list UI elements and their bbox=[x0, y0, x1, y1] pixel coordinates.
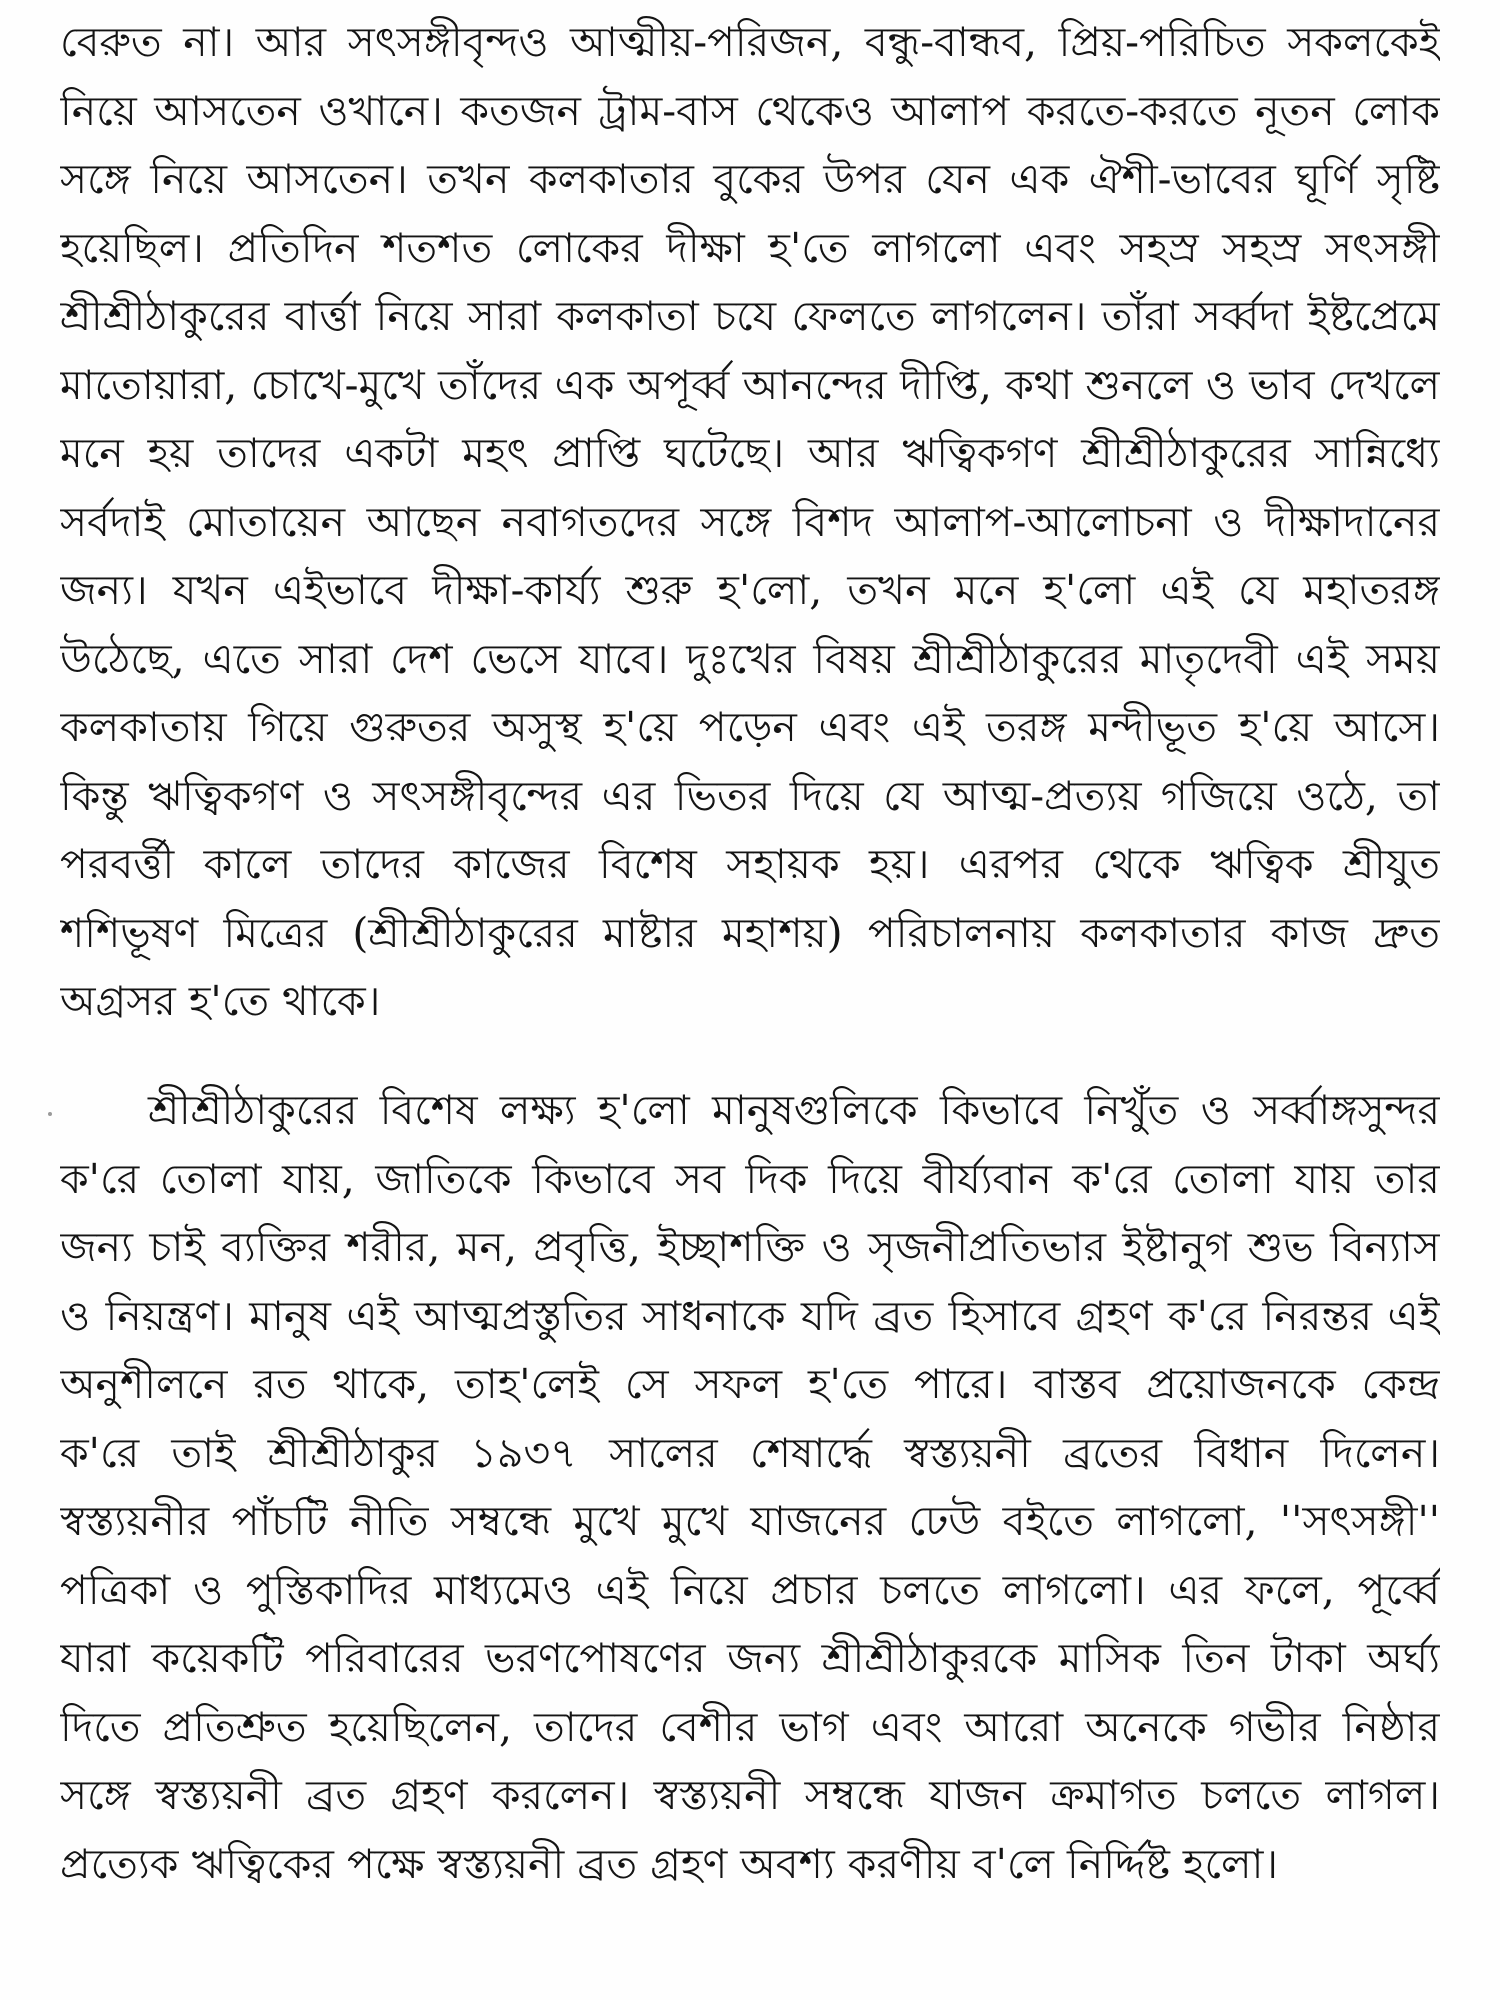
paragraph-1 bbox=[60, 8, 1440, 1036]
text-line: ক'রে তাই শ্রীশ্রীঠাকুর ১৯৩৭ সালের শেষার্দ্ধে স্বস্ত্যয়নী ব্রতের বিধান দিলেন। bbox=[60, 1428, 1440, 1477]
text-line: ও নিয়ন্ত্রণ। মানুষ এই আত্মপ্রস্তুতির সাধনাকে যদি ব্রত হিসাবে গ্রহণ ক'রে নিরন্তর এই bbox=[60, 1291, 1440, 1340]
text-line: কিন্তু ঋত্বিকগণ ও সৎসঙ্গীবৃন্দের এর ভিতর দিয়ে যে আত্ম-প্রত্যয় গজিয়ে ওঠে, তা bbox=[60, 771, 1440, 820]
text-line: নিয়ে আসতেন ওখানে। কতজন ট্রাম-বাস থেকেও আলাপ করতে-করতে নূতন লোক bbox=[60, 86, 1440, 135]
text-line: প্রত্যেক ঋত্বিকের পক্ষে স্বস্ত্যয়নী ব্রত গ্রহণ অবশ্য করণীয় ব'লে নির্দ্দিষ্ট হলো। bbox=[60, 1839, 1279, 1888]
text-line: কলকাতায় গিয়ে গুরুতর অসুস্থ হ'য়ে পড়েন এবং এই তরঙ্গ মন্দীভূত হ'য়ে আসে। bbox=[60, 703, 1440, 751]
text-line: যারা কয়েকটি পরিবারের ভরণপোষণের জন্য শ্রীশ্রীঠাকুরকে মাসিক তিন টাকা অর্ঘ্য bbox=[60, 1634, 1440, 1682]
text-line: পত্রিকা ও পুস্তিকাদির মাধ্যমেও এই নিয়ে প্রচার চলতে লাগলো। এর ফলে, পূর্ব্বে bbox=[60, 1565, 1440, 1614]
text-line: সঙ্গে নিয়ে আসতেন। তখন কলকাতার বুকের উপর যেন এক ঐশী-ভাবের ঘূর্ণি সৃষ্টি bbox=[60, 155, 1440, 203]
text-line: উঠেছে, এতে সারা দেশ ভেসে যাবে। দুঃখের বিষয় শ্রীশ্রীঠাকুরের মাতৃদেবী এই সময় bbox=[60, 634, 1440, 683]
text-line: অগ্রসর হ'তে থাকে। bbox=[60, 977, 381, 1025]
text-line: ক'রে তোলা যায়, জাতিকে কিভাবে সব দিক দিয়ে বীর্য্যবান ক'রে তোলা যায় তার bbox=[60, 1154, 1440, 1203]
text-line: জন্য চাই ব্যক্তির শরীর, মন, প্রবৃত্তি, ইচ্ছাশক্তি ও সৃজনীপ্রতিভার ইষ্টানুগ শুভ বিন্যাস bbox=[60, 1223, 1440, 1271]
paragraph-2 bbox=[60, 1076, 1440, 1898]
scan-speck bbox=[48, 1112, 52, 1116]
text-line: বেরুত না। আর সৎসঙ্গীবৃন্দও আত্মীয়-পরিজন, বন্ধু-বান্ধব, প্রিয়-পরিচিত সকলকেই bbox=[60, 18, 1440, 66]
text-line: স্বস্ত্যয়নীর পাঁচটি নীতি সম্বন্ধে মুখে মুখে যাজনের ঢেউ বইতে লাগলো, ''সৎসঙ্গী'' bbox=[60, 1497, 1440, 1545]
text-line: শশিভূষণ মিত্রের (শ্রীশ্রীঠাকুরের মাষ্টার মহাশয়) পরিচালনায় কলকাতার কাজ দ্রুত bbox=[60, 908, 1440, 957]
text-line: দিতে প্রতিশ্রুত হয়েছিলেন, তাদের বেশীর ভাগ এবং আরো অনেকে গভীর নিষ্ঠার bbox=[60, 1702, 1440, 1751]
text-line: মনে হয় তাদের একটা মহৎ প্রাপ্তি ঘটেছে। আর ঋত্বিকগণ শ্রীশ্রীঠাকুরের সান্নিধ্যে bbox=[60, 429, 1440, 477]
text-line: মাতোয়ারা, চোখে-মুখে তাঁদের এক অপূর্ব্ব আনন্দের দীপ্তি, কথা শুনলে ও ভাব দেখলে bbox=[60, 360, 1440, 409]
text-line: হয়েছিল। প্রতিদিন শতশত লোকের দীক্ষা হ'তে লাগলো এবং সহস্র সহস্র সৎসঙ্গী bbox=[60, 223, 1440, 272]
text-line: শ্রীশ্রীঠাকুরের বার্ত্তা নিয়ে সারা কলকাতা চযে ফেলতে লাগলেন। তাঁরা সর্ব্বদা ইষ্টপ্রেমে bbox=[60, 292, 1440, 340]
text-line: পরবর্ত্তী কালে তাদের কাজের বিশেষ সহায়ক হয়। এরপর থেকে ঋত্বিক শ্রীযুত bbox=[60, 840, 1440, 888]
text-line: সঙ্গে স্বস্ত্যয়নী ব্রত গ্রহণ করলেন। স্বস্ত্যয়নী সম্বন্ধে যাজন ক্রমাগত চলতে লাগল। bbox=[60, 1771, 1440, 1819]
text-line: অনুশীলনে রত থাকে, তাহ'লেই সে সফল হ'তে পারে। বাস্তব প্রয়োজনকে কেন্দ্র bbox=[60, 1360, 1440, 1408]
text-line: শ্রীশ্রীঠাকুরের বিশেষ লক্ষ্য হ'লো মানুষগুলিকে কিভাবে নিখুঁত ও সর্ব্বাঙ্গসুন্দর bbox=[148, 1086, 1440, 1134]
text-line: জন্য। যখন এইভাবে দীক্ষা-কার্য্য শুরু হ'লো, তখন মনে হ'লো এই যে মহাতরঙ্গ bbox=[60, 566, 1440, 614]
text-line: সর্বদাই মোতায়েন আছেন নবাগতদের সঙ্গে বিশদ আলাপ-আলোচনা ও দীক্ষাদানের bbox=[60, 497, 1440, 546]
